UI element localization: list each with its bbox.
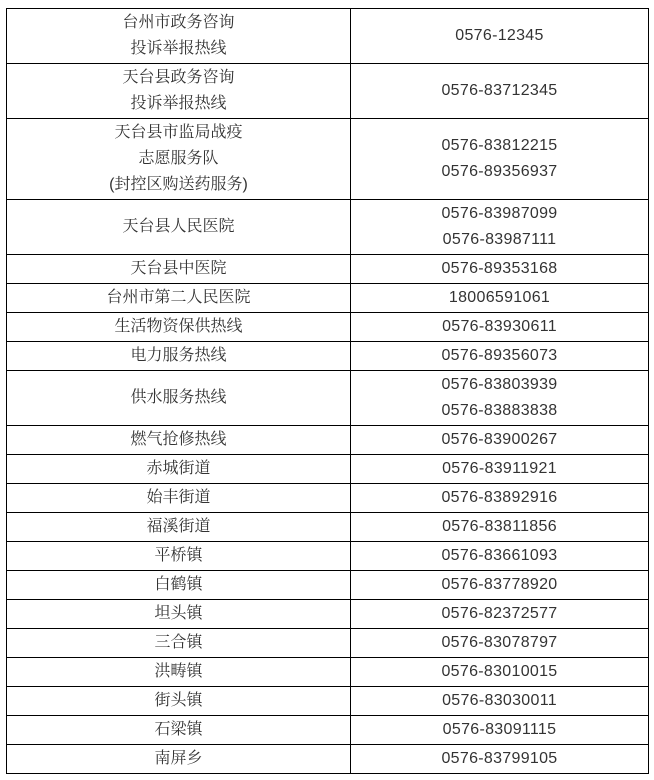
phone-number: 0576-83030011 (442, 692, 557, 709)
phone-number: 0576-89353168 (441, 260, 558, 277)
table-row (7, 313, 649, 342)
org-name-cell (7, 64, 351, 119)
table-row (7, 716, 649, 745)
hotline-table (6, 8, 649, 774)
phone-number: 0576-83078797 (441, 634, 558, 651)
phone-number: 0576-83812215 (441, 137, 558, 154)
phone-number: 0576-83987099 (441, 205, 558, 222)
org-name-line: 台州市政务咨询 (122, 14, 235, 31)
org-name-cell (7, 658, 351, 687)
table-row (7, 371, 649, 426)
org-name-cell (7, 255, 351, 284)
phone-number: 0576-83892916 (441, 489, 558, 506)
org-name-cell (7, 542, 351, 571)
org-name-line: 志愿服务队 (138, 150, 219, 167)
phone-number: 0576-83883838 (441, 402, 558, 419)
org-name-cell (7, 342, 351, 371)
hotline-table-body (7, 9, 649, 774)
phone-number: 0576-89356937 (441, 163, 558, 180)
phone-number: 0576-83911921 (442, 460, 557, 477)
table-row (7, 426, 649, 455)
phone-cell (351, 313, 649, 342)
table-row (7, 571, 649, 600)
table-row (7, 629, 649, 658)
org-name-line: 供水服务热线 (130, 389, 227, 406)
org-name-line: 石梁镇 (154, 721, 203, 738)
phone-cell (351, 426, 649, 455)
org-name-line: 天台县市监局战疫 (114, 124, 243, 141)
phone-number: 0576-83900267 (441, 431, 558, 448)
org-name-line: 洪畴镇 (154, 663, 203, 680)
org-name-cell (7, 571, 351, 600)
org-name-cell (7, 600, 351, 629)
phone-number: 0576-83712345 (441, 82, 558, 99)
org-name-cell (7, 513, 351, 542)
org-name-line: 天台县中医院 (130, 260, 227, 277)
org-name-line: 台州市第二人民医院 (106, 289, 251, 306)
phone-number: 0576-83803939 (441, 376, 558, 393)
phone-number: 0576-83778920 (441, 576, 558, 593)
phone-cell (351, 455, 649, 484)
org-name-line: 始丰街道 (146, 489, 211, 506)
table-row (7, 455, 649, 484)
org-name-cell (7, 629, 351, 658)
phone-number: 0576-89356073 (441, 347, 558, 364)
table-row (7, 513, 649, 542)
phone-cell (351, 745, 649, 774)
phone-cell (351, 200, 649, 255)
table-row (7, 600, 649, 629)
table-row (7, 284, 649, 313)
phone-cell (351, 484, 649, 513)
phone-cell (351, 600, 649, 629)
phone-cell (351, 542, 649, 571)
table-row (7, 745, 649, 774)
org-name-cell (7, 200, 351, 255)
org-name-cell (7, 9, 351, 64)
table-row (7, 658, 649, 687)
phone-number: 0576-83987111 (442, 231, 557, 248)
table-row (7, 342, 649, 371)
org-name-cell (7, 284, 351, 313)
org-name-line: 电力服务热线 (130, 347, 227, 364)
org-name-line: 投诉举报热线 (130, 95, 227, 112)
phone-number: 0576-82372577 (441, 605, 558, 622)
org-name-cell (7, 716, 351, 745)
org-name-line: 天台县政务咨询 (122, 69, 235, 86)
org-name-cell (7, 371, 351, 426)
org-name-line: 平桥镇 (154, 547, 203, 564)
table-row (7, 255, 649, 284)
org-name-cell (7, 119, 351, 200)
phone-number: 0576-83010015 (441, 663, 558, 680)
phone-number: 18006591061 (448, 289, 551, 306)
phone-number: 0576-83661093 (441, 547, 558, 564)
phone-cell (351, 629, 649, 658)
phone-cell (351, 64, 649, 119)
org-name-line: 坦头镇 (154, 605, 203, 622)
org-name-cell (7, 455, 351, 484)
phone-cell (351, 284, 649, 313)
org-name-line: 投诉举报热线 (130, 40, 227, 57)
table-row (7, 200, 649, 255)
table-row (7, 542, 649, 571)
org-name-line: (封控区购送药服务) (109, 176, 248, 193)
table-row (7, 64, 649, 119)
org-name-cell (7, 313, 351, 342)
table-row (7, 119, 649, 200)
org-name-line: 赤城街道 (146, 460, 211, 477)
phone-number: 0576-83091115 (442, 721, 557, 738)
org-name-line: 三合镇 (154, 634, 203, 651)
phone-cell (351, 371, 649, 426)
table-row (7, 484, 649, 513)
org-name-cell (7, 687, 351, 716)
table-row (7, 687, 649, 716)
org-name-line: 白鹤镇 (154, 576, 203, 593)
phone-cell (351, 513, 649, 542)
org-name-line: 天台县人民医院 (122, 218, 235, 235)
phone-cell (351, 658, 649, 687)
phone-cell (351, 716, 649, 745)
phone-number: 0576-12345 (455, 27, 544, 44)
org-name-cell (7, 426, 351, 455)
org-name-cell (7, 745, 351, 774)
org-name-line: 燃气抢修热线 (130, 431, 227, 448)
phone-cell (351, 255, 649, 284)
org-name-cell (7, 484, 351, 513)
phone-number: 0576-83799105 (441, 750, 558, 767)
phone-cell (351, 9, 649, 64)
phone-number: 0576-83930611 (442, 318, 557, 335)
table-row (7, 9, 649, 64)
phone-cell (351, 687, 649, 716)
org-name-line: 福溪街道 (146, 518, 211, 535)
phone-cell (351, 119, 649, 200)
org-name-line: 生活物资保供热线 (114, 318, 243, 335)
phone-cell (351, 342, 649, 371)
phone-number: 0576-83811856 (442, 518, 557, 535)
phone-cell (351, 571, 649, 600)
org-name-line: 南屏乡 (154, 750, 203, 767)
org-name-line: 街头镇 (154, 692, 203, 709)
